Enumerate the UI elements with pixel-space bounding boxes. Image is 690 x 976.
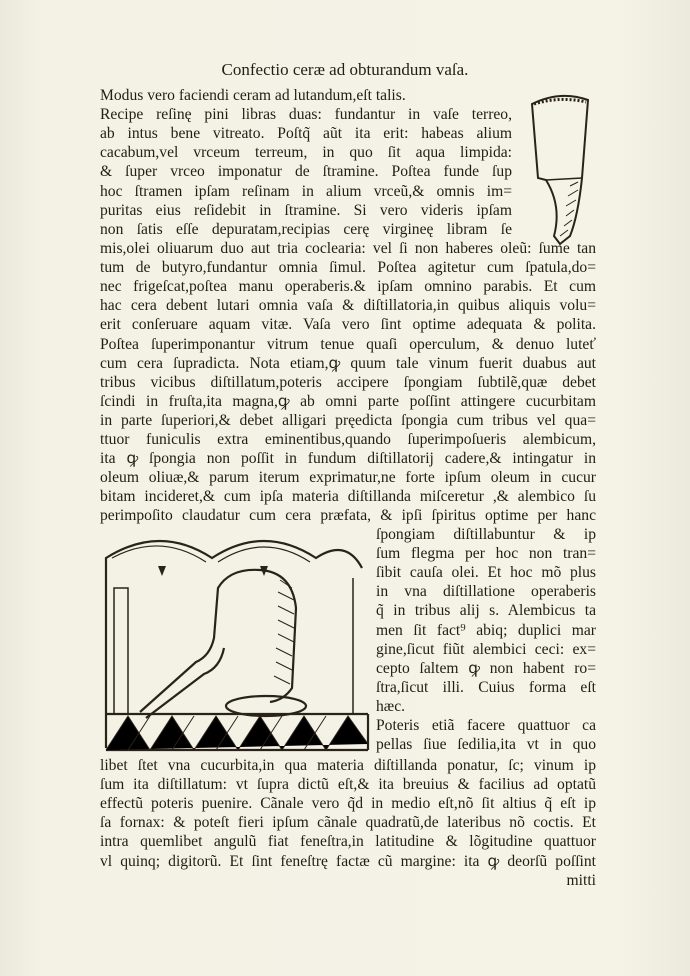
- text-line: oleum oliuæ,& parum iterum exprimatur,ne forte ipſum oleum in cucur: [100, 469, 596, 487]
- text-line: gine,ſicut fiũt alembici ceci: ex=: [376, 640, 596, 658]
- text-line: intra quemlibet angulũ fiat feneſtra,in latitudine & lõgitudine quattuor: [100, 833, 596, 851]
- text-line: nec frigeſcat,poſtea manu operaberis.& ipſam omnino parabis. Et cum: [100, 278, 596, 296]
- catchword: mitti: [566, 872, 596, 889]
- text-line: in parte ſuperiori,& debet alligari pręedicta ſpongia cum tribus vel qua=: [100, 411, 596, 429]
- text-line: ſpongiam diſtillabuntur & ip: [376, 526, 596, 543]
- text-line: cepto ſaltem ꝙ non habent ro=: [376, 659, 596, 677]
- text-line: mis,olei oliuarum duo aut tria coclearia: vel ſi non haberes oleũ: ſume tan: [100, 240, 596, 257]
- text-line: men ſit fact⁹ abiq; duplici mar: [376, 621, 596, 639]
- text-line: Poteris etiã facere quattuor ca: [376, 717, 596, 734]
- tall-vessel-woodcut: [526, 86, 598, 250]
- text-line: hæc.: [376, 697, 406, 715]
- alembic-furnace-woodcut: [100, 528, 372, 758]
- text-line: effectũ poteris puenire. Cãnale vero q̃d in medio eſt,nõ ſit altius q̃ eſt ip: [100, 795, 596, 813]
- text-line: ſtra,ſicut illi. Cuius forma eſt: [376, 678, 596, 696]
- text-line: vl quinq; digitorũ. Et ſint feneſtrę factæ cũ margine: ita ꝙ deorſũ poſſint: [100, 852, 596, 870]
- text-line: Poſtea ſuperimponantur vitrum tenue quaſi operculum, & denuo luteť: [100, 335, 596, 353]
- text-line: non ſatis eſſe depuratam,recipias cerę virgineę libram ſe: [100, 220, 512, 238]
- text-line: bitam incideret,& cum ipſa materia diſtillanda miſceretur ,& alembico ſu: [100, 488, 596, 506]
- text-line: cacabum,vel vrceum terreum, in quo ſit aqua limpida:: [100, 144, 512, 162]
- text-line: hac cera debent lutari omnia vaſa & diſtillatoria,in quibus aliquis volu=: [100, 297, 596, 315]
- text-line: ſibit cauſa olei. Et hoc mõ plus: [376, 564, 596, 582]
- text-line: ſum flegma per hoc non tran=: [376, 545, 596, 563]
- text-line: tum de butyro,fundantur omnia ſimul. Poſtea agitetur cum ſpatula,do=: [100, 259, 596, 277]
- text-line: ab intus bene vitreato. Poſtq̃ aũt ita erit: habeas alium: [100, 125, 512, 143]
- text-line: tribus vicibus diſtillatum,poteris accipere ſpongiam ſubtilẽ,quæ debet: [100, 373, 596, 391]
- text-line: in vna diſtillatione operaberis: [376, 583, 596, 601]
- text-line: ſum ita diſtillatum: vt ſupra dictũ eſt,& ita breuius & facilius ad optatũ: [100, 776, 596, 794]
- text-line: libet ſtet vna cucurbita,in qua materia diſtillanda ponatur, ſc; vinum ip: [100, 757, 596, 774]
- text-line: puritas eius reſidebit in ſtramine. Si vero videris ipſam: [100, 201, 512, 219]
- text-line: erit conſeruare aquam vitæ. Vaſa vero ſint optime adequata & polita.: [100, 316, 596, 334]
- text-line: q̃ in tribus alij s. Alembicus ta: [376, 602, 596, 620]
- text-line: pellas ſiue ſedilia,ita vt in quo: [376, 736, 596, 754]
- text-line: cum cera ſupradicta. Nota etiam,ꝙ quum tale vinum fuerit duabus aut: [100, 354, 596, 372]
- text-line: Modus vero faciendi ceram ad lutandum,eſt talis.: [100, 87, 406, 104]
- text-line: Recipe reſinę pini libras duas: fundantur in vaſe terreo,: [100, 106, 512, 124]
- section-heading: Confectio ceræ ad obturandum vaſa.: [221, 60, 469, 79]
- text-line: hoc ſtramen ipſam reſinam in alium vrceũ,& omnis im=: [100, 182, 512, 200]
- text-line: ſcindi in fruſta,ita magna,ꝙ ab omni parte poſſint attingere cucurbitam: [100, 392, 596, 410]
- text-line: ttuor funiculis extra eminentibus,quando ſuperimpoſueris alembicum,: [100, 431, 596, 448]
- text-line: & ſuper vrceo imponatur de ſtramine. Poſtea funde ſup: [100, 163, 512, 181]
- text-line: ſa fornax: & poteſt fieri ipſum cãnale quadratũ,de lateribus nõ coctis. Et: [100, 814, 596, 832]
- text-line: perimpoſito claudatur cum cera præfata, & ipſi ſpiritus optime per hanc: [100, 507, 596, 525]
- text-line: ita ꝙ ſpongia non poſſit in fundum diſtillatorij cadere,& intingatur in: [100, 450, 596, 468]
